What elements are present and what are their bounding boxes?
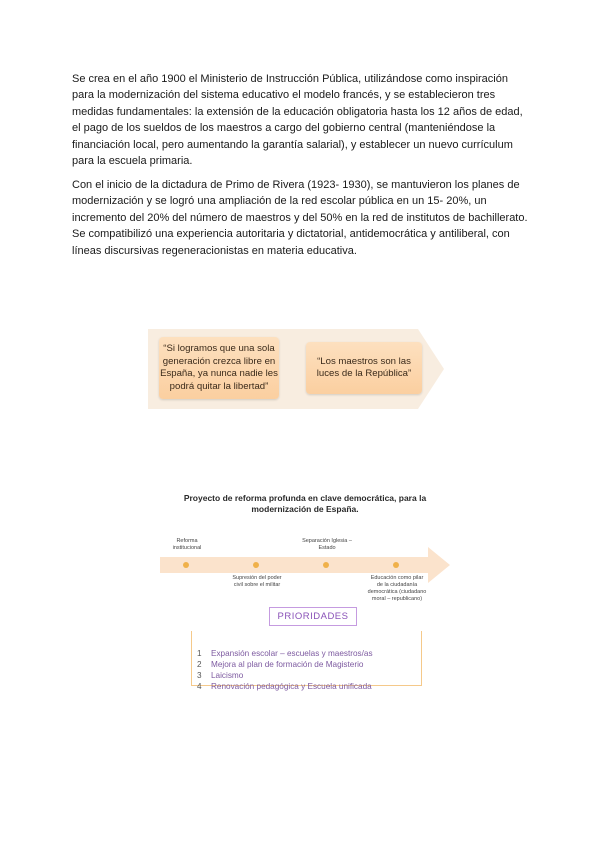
timeline-dot bbox=[183, 562, 189, 568]
timeline-dot bbox=[253, 562, 259, 568]
timeline-event-supresion: Supresión del poder civil sobre el militar bbox=[232, 575, 282, 588]
quote-arrows-diagram bbox=[148, 329, 448, 424]
timeline-title: Proyecto de reforma profunda en clave democrática, para la modernización de España. bbox=[183, 493, 427, 514]
paragraph-primo-de-rivera: Con el inicio de la dictadura de Primo de Rivera (1923- 1930), se mantuvieron los planes de modernización y se logró una ampliación de la red escolar pública en un 15- 20%, un incremento del 20% del número de maestros y del 50% en la red de institutos de bachillerato. Se compatibilizó una experiencia autoritaria y dictatorial, antidemocrática y antiliberal, con líneas discursivas regeneracionistas en materia educativa. bbox=[72, 179, 528, 257]
priority-item: 1 Expansión escolar – escuelas y maestros/as bbox=[197, 649, 373, 658]
priority-item: 4 Renovación pedagógica y Escuela unificada bbox=[197, 682, 372, 691]
quote-maestros: “Los maestros son las luces de la República” bbox=[306, 342, 422, 394]
quote-libertad: “Si logramos que una sola generación crezca libre en España, ya nunca nadie les podrá quitar la libertad” bbox=[159, 337, 279, 399]
timeline-event-educacion: Educación como pilar de la ciudadanía democrática (ciudadano moral – republicano) bbox=[367, 575, 427, 602]
timeline-dot bbox=[323, 562, 329, 568]
timeline-event-reforma: Reforma institucional bbox=[172, 538, 202, 551]
paragraph-ministerio: Se crea en el año 1900 el Ministerio de Instrucción Pública, utilizándose como inspiración para la modernización del sistema educativo el modelo francés, y se establecieron tres medidas fundamentales: la extensión de la educación obligatoria hasta los 12 años de edad, el pago de los sueldos de los maestros a cargo del gobierno central (manteniéndose la financiación local, pero aumentando la garantía salarial), y establecer un nuevo currículum para la escuela primaria. bbox=[72, 73, 523, 168]
priorities-heading: PRIORIDADES bbox=[269, 607, 357, 626]
timeline-event-separacion: Separación Iglesia – Estado bbox=[302, 538, 352, 551]
priority-item: 3 Laicismo bbox=[197, 671, 244, 680]
timeline-dot bbox=[393, 562, 399, 568]
priority-item: 2 Mejora al plan de formación de Magisterio bbox=[197, 660, 364, 669]
priorities-list bbox=[191, 631, 422, 691]
reform-timeline bbox=[160, 493, 450, 623]
